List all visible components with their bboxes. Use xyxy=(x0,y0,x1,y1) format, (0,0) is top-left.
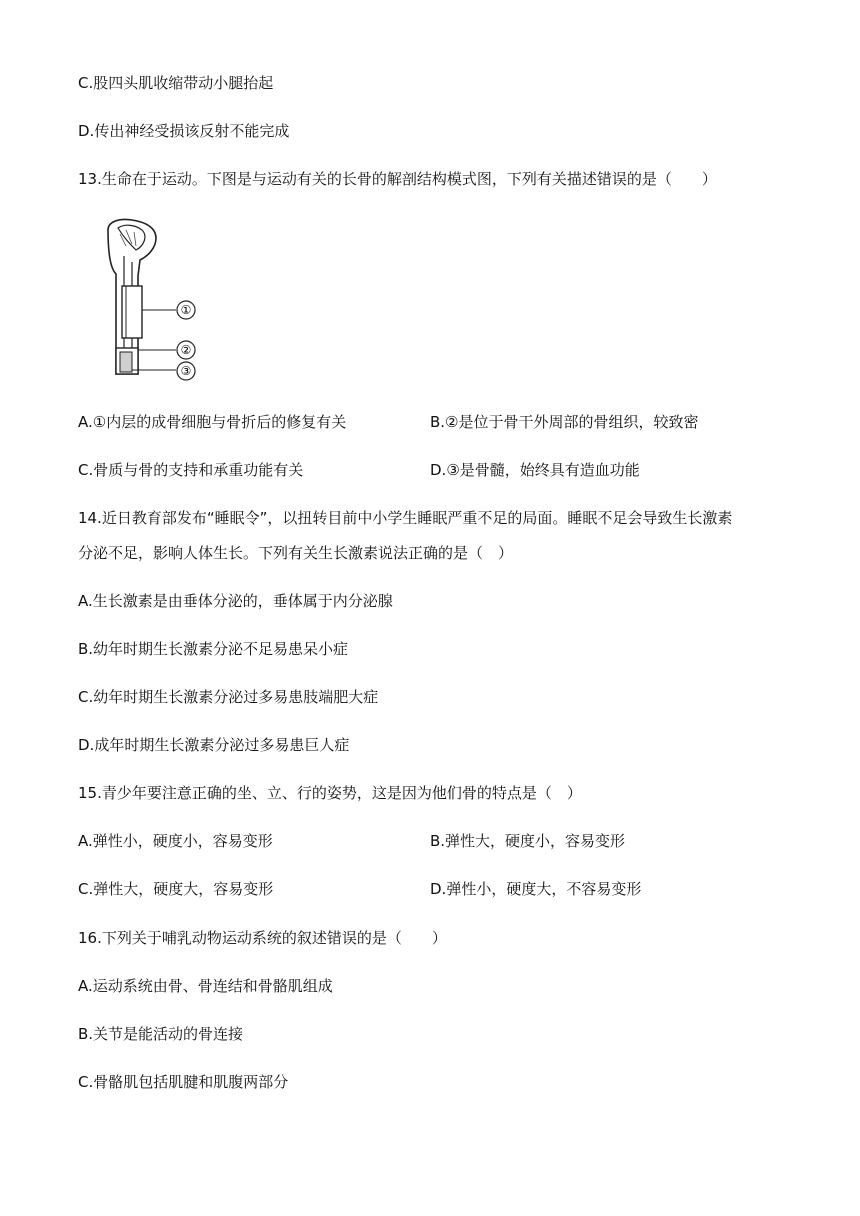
q15-option-c: C.弹性大，硬度大，容易变形 xyxy=(78,880,274,898)
q14-option-b: B.幼年时期生长激素分泌不足易患呆小症 xyxy=(78,640,349,658)
q13-option-c: C.骨质与骨的支持和承重功能有关 xyxy=(78,461,304,479)
q15-option-d: D.弹性小，硬度大，不容易变形 xyxy=(430,880,642,898)
q16-option-b: B.关节是能活动的骨连接 xyxy=(78,1025,244,1043)
q16-stem: 16.下列关于哺乳动物运动系统的叙述错误的是（ ） xyxy=(78,929,447,947)
q15-option-b: B.弹性大，硬度小，容易变形 xyxy=(430,832,626,850)
q13-stem: 13.生命在于运动。下图是与运动有关的长骨的解剖结构模式图，下列有关描述错误的是（ ） xyxy=(78,170,717,188)
svg-text:①: ① xyxy=(180,303,192,317)
q13-option-a: A.①内层的成骨细胞与骨折后的修复有关 xyxy=(78,413,347,431)
q15-option-a: A.弹性小，硬度小，容易变形 xyxy=(78,832,273,850)
q14-stem-line1: 14.近日教育部发布“睡眠令”，以扭转目前中小学生睡眠严重不足的局面。睡眠不足会导致生长激素 xyxy=(78,509,733,527)
q14-option-d: D.成年时期生长激素分泌过多易患巨人症 xyxy=(78,736,350,754)
svg-text:③: ③ xyxy=(180,364,192,378)
q14-option-a: A.生长激素是由垂体分泌的，垂体属于内分泌腺 xyxy=(78,592,393,610)
figure-label-3 xyxy=(177,362,195,380)
long-bone-diagram xyxy=(96,216,206,386)
q12-option-c: C.股四头肌收缩带动小腿抬起 xyxy=(78,74,274,92)
q12-option-d: D.传出神经受损该反射不能完成 xyxy=(78,122,290,140)
figure-label-1 xyxy=(177,301,195,319)
q14-stem-line2: 分泌不足，影响人体生长。下列有关生长激素说法正确的是（ ） xyxy=(78,544,514,562)
q16-option-c: C.骨骼肌包括肌腱和肌腹两部分 xyxy=(78,1073,289,1091)
figure-label-2 xyxy=(177,341,195,359)
svg-text:②: ② xyxy=(180,343,192,357)
q16-option-a: A.运动系统由骨、骨连结和骨骼肌组成 xyxy=(78,977,333,995)
q13-option-b: B.②是位于骨干外周部的骨组织，较致密 xyxy=(430,413,699,431)
q15-stem: 15.青少年要注意正确的坐、立、行的姿势，这是因为他们骨的特点是（ ） xyxy=(78,784,582,802)
q13-option-d: D.③是骨髓，始终具有造血功能 xyxy=(430,461,640,479)
q14-option-c: C.幼年时期生长激素分泌过多易患肢端肥大症 xyxy=(78,688,379,706)
